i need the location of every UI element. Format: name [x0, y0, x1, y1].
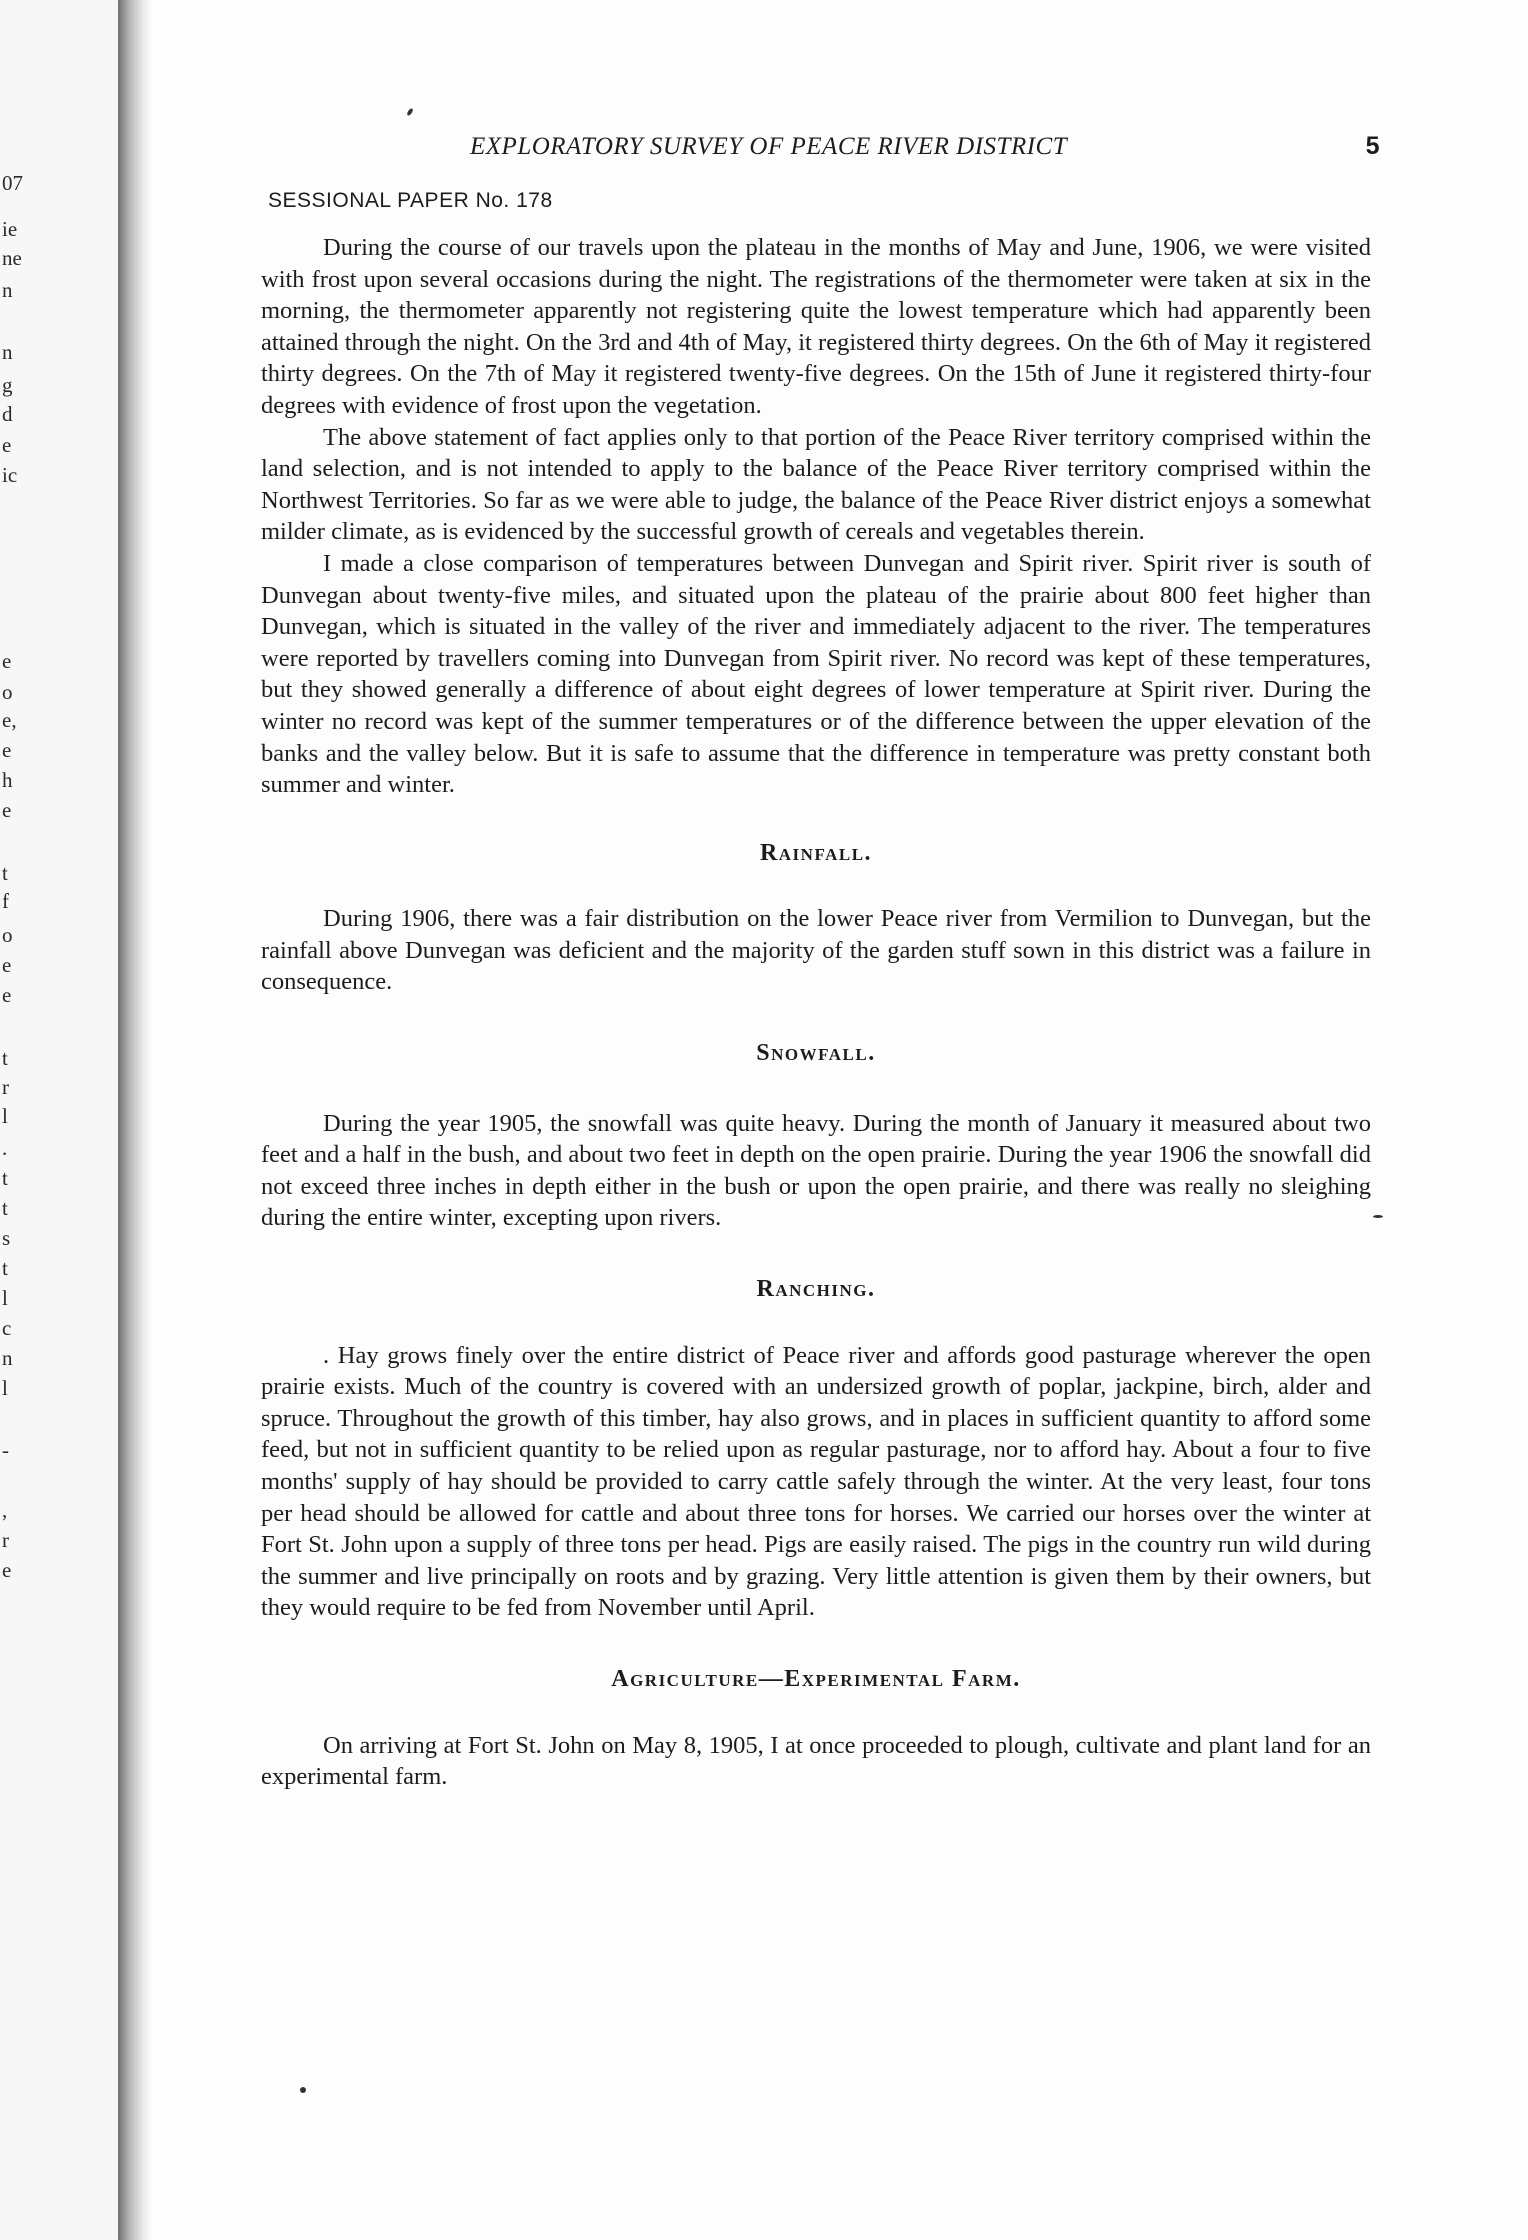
margin-fragment: ie [2, 217, 18, 241]
margin-fragment: e [2, 798, 12, 822]
margin-fragment: l [2, 1376, 8, 1400]
margin-fragment: ne [2, 246, 22, 270]
heading-ranching: Ranching. [756, 1276, 876, 1303]
margin-fragment: o [2, 680, 13, 704]
heading-snowfall: Snowfall. [756, 1040, 876, 1067]
margin-fragment: n [2, 1346, 13, 1370]
sessional-paper-label: SESSIONAL PAPER No. 178 [268, 189, 553, 212]
scan-speck [300, 2087, 306, 2093]
paragraph-ranching: . Hay grows finely over the entire district of Peace river and affords good pasturage wherever the open prairie exists. Much of the country is covered with an undersized growth of poplar, jackpine, birch, alder and spruce. Throughout the growth of this timber, hay also grows, and in places in sufficient quantity to afford some feed, but not in sufficient quantity to be relied upon as regular pasturage, nor to afford hay. About a four to five months' supply of hay should be provided to carry cattle safely through the winter. At the very least, four tons per head should be allowed for cattle and about three tons for horses. We carried our horses over the winter at Fort St. John upon a supply of three tons per head. Pigs are easily raised. The pigs in the country run wild during the summer and live principally on roots and by grazing. Very little attention is given them by their owners, but they would require to be fed from November until April. [261, 1341, 1371, 1622]
margin-fragment: f [2, 889, 9, 913]
running-header [270, 133, 1380, 169]
margin-fragment: s [2, 1226, 11, 1250]
scan-speck [1373, 1215, 1383, 1218]
margin-fragment: e [2, 983, 12, 1007]
margin-fragment: , [2, 1498, 8, 1522]
margin-fragment: n [2, 278, 13, 302]
margin-fragment: - [2, 1438, 9, 1462]
margin-fragment: c [2, 1316, 12, 1340]
margin-fragment: h [2, 768, 13, 792]
margin-fragment: r [2, 1075, 9, 1099]
facing-page-edge [0, 0, 118, 2240]
margin-fragment: t [2, 1046, 8, 1070]
margin-fragment: e [2, 953, 12, 977]
margin-fragment: r [2, 1528, 9, 1552]
margin-fragment: e, [2, 708, 17, 732]
binding-gutter-shadow [118, 0, 152, 2240]
heading-rainfall: Rainfall. [759, 839, 873, 866]
document-body [261, 232, 1371, 1793]
page-number: 5 [1365, 132, 1380, 160]
margin-fragment: t [2, 1166, 8, 1190]
paragraph-temperatures: I made a close comparison of temperatures between Dunvegan and Spirit river. Spirit river is south of Dunvegan about twenty-five miles, and situated upon the plateau of the prairie about 800 feet higher than Dunvegan, which is situated in the valley of the river and immediately adjacent to the river. The temperatures were reported by travellers coming into Dunvegan from Spirit river. No record was kept of these temperatures, but they showed generally a difference of about eight degrees of lower temperature at Spirit river. During the winter no record was kept of the summer temperatures or of the difference between the upper elevation of the banks and the valley below. But it is safe to assume that the difference in temperature was pretty constant both summer and winter. [261, 549, 1371, 799]
heading-agriculture: Agriculture—Experimental Farm. [611, 1665, 1021, 1692]
margin-fragment: o [2, 923, 13, 947]
margin-fragment: l [2, 1104, 8, 1128]
margin-fragment: g [2, 373, 13, 397]
margin-fragment: l [2, 1286, 8, 1310]
margin-fragment: d [2, 402, 13, 426]
margin-fragment: e [2, 649, 12, 673]
running-title: EXPLORATORY SURVEY OF PEACE RIVER DISTRICT [470, 133, 1068, 160]
paragraph-agriculture: On arriving at Fort St. John on May 8, 1905, I at once proceeded to plough, cultivate and plant land for an experimental farm. [261, 1731, 1371, 1791]
margin-fragment: t [2, 1256, 8, 1280]
margin-fragment: t [2, 1196, 8, 1220]
margin-fragment: e [2, 738, 12, 762]
margin-fragment: 07 [2, 171, 23, 195]
margin-fragment: t [2, 861, 8, 885]
margin-fragment: . [2, 1136, 8, 1160]
margin-fragment: e [2, 1558, 12, 1582]
margin-fragment: ic [2, 463, 18, 487]
paragraph-rainfall: During 1906, there was a fair distribution on the lower Peace river from Vermilion to Dunvegan, but the rainfall above Dunvegan was deficient and the majority of the garden stuff sown in this district was a failure in consequence. [261, 905, 1371, 996]
margin-fragment: n [2, 340, 13, 364]
margin-fragment: e [2, 433, 12, 457]
paragraph-frost: During the course of our travels upon the plateau in the months of May and June, 1906, we were visited with frost upon several occasions during the night. The registrations of the thermometer were taken at six in the morning, the thermometer apparently not registering quite the lowest temperature which had apparently been attained through the night. On the 3rd and 4th of May, it registered thirty degrees. On the 6th of May it registered thirty degrees. On the 7th of May it registered twenty-five degrees. On the 15th of June it registered thirty-four degrees with evidence of frost upon the vegetation. [261, 234, 1371, 419]
paragraph-territory: The above statement of fact applies only to that portion of the Peace River territory comprised within the land selection, and is not intended to apply to the balance of the Peace River territory comprised within the Northwest Territories. So far as we were able to judge, the balance of the Peace River district enjoys a somewhat milder climate, as is evidenced by the successful growth of cereals and vegetables therein. [261, 423, 1371, 546]
paragraph-snowfall: During the year 1905, the snowfall was quite heavy. During the month of January it measured about two feet and a half in the bush, and about two feet in depth on the open prairie. During the year 1906 the snowfall did not exceed three inches in depth either in the bush or upon the open prairie, and there was really no sleighing during the entire winter, excepting upon rivers. [261, 1109, 1371, 1232]
